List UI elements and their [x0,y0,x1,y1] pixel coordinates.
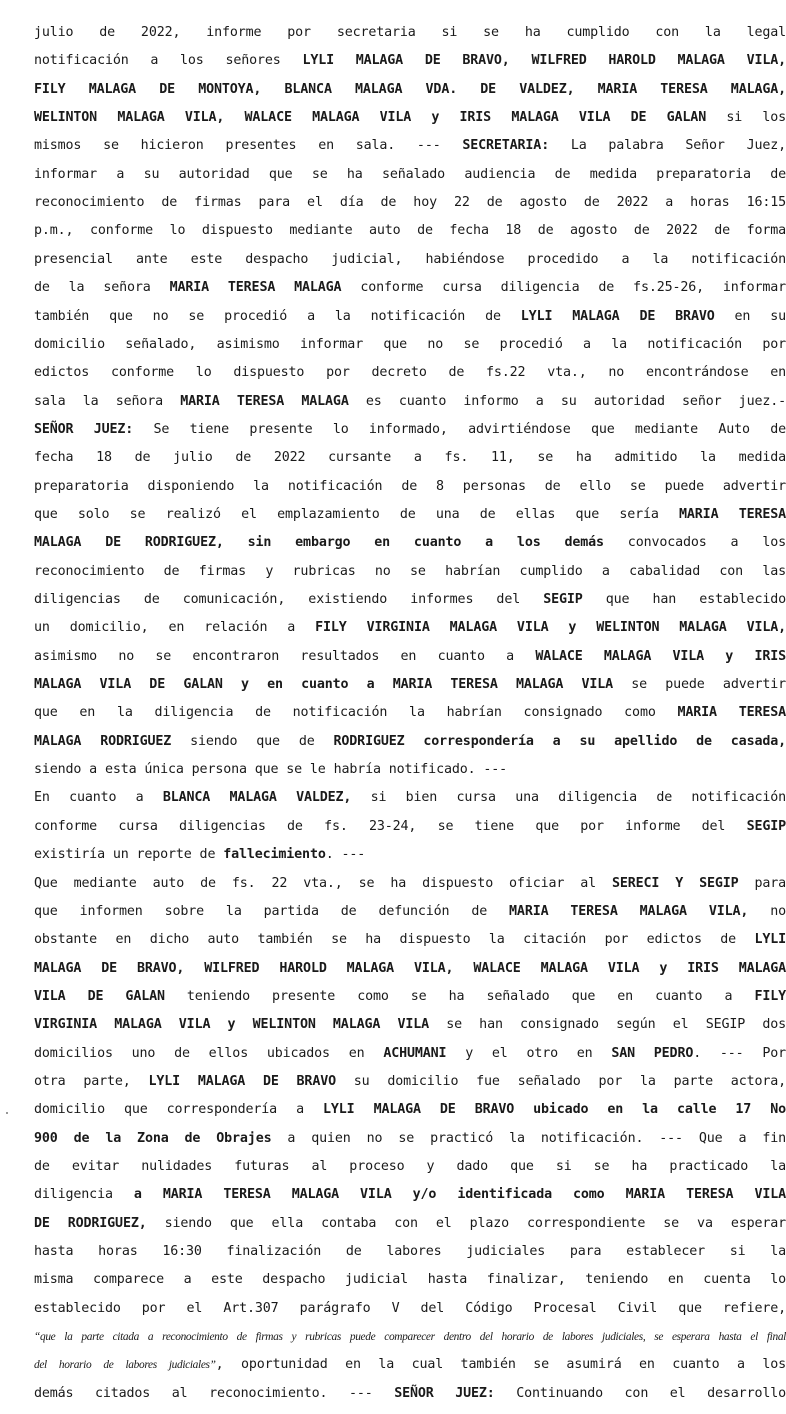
text-line [34,51,786,71]
text-line [34,1015,786,1035]
text-segment: si bien cursa una diligencia de notificación [351,790,786,806]
text-segment: domicilio que correspondería a [34,1102,323,1118]
text-line [34,80,786,100]
bold-text: MARIA TERESA MALAGA VILA, [509,903,749,919]
text-segment: En cuanto a [34,790,163,806]
bold-text: MALAGA DE BRAVO, WILFRED HAROLD MALAGA VILA, WALACE MALAGA VILA y IRIS MALAGA [34,960,786,976]
text-line [34,987,786,1007]
text-line [34,817,786,837]
bold-text: VILA DE GALAN [34,988,165,1004]
text-line [34,1129,786,1149]
text-line [34,788,786,808]
text-line [34,533,786,553]
text-segment: . --- Por [693,1045,786,1061]
text-line [34,420,786,440]
text-segment: misma comparece a este despacho judicial hasta finalizar, teniendo en cuenta lo [34,1272,786,1288]
text-line [34,647,786,667]
text-segment: y el otro en [446,1045,612,1061]
text-line [34,732,786,752]
text-line [34,874,786,894]
bold-text: FILY MALAGA DE MONTOYA, BLANCA MALAGA VDA. DE VALDEZ, MARIA TERESA MALAGA, [34,81,786,97]
text-segment: informar a su autoridad que se ha señalado audiencia de medida preparatoria de [34,166,786,182]
bold-text: BLANCA MALAGA VALDEZ, [162,790,352,806]
bold-text: SAN PEDRO [611,1045,694,1061]
text-line [34,1299,786,1319]
text-line [34,703,786,723]
text-segment: mismos se hicieron presentes en sala. --- [34,138,463,154]
text-segment: conforme cursa diligencia de fs.25-26, informar [341,280,786,296]
text-segment: sala la señora [34,393,181,409]
bold-text: MARIA TERESA [679,506,786,522]
text-line [34,136,786,156]
bold-text: fallecimiento [223,847,326,863]
text-segment: siendo a esta única persona que se le habría notificado. --- [34,762,508,778]
text-segment: Continuando con el desarrollo [494,1385,786,1401]
bold-text: 900 de la Zona de Obrajes [34,1130,272,1146]
bold-text: RODRIGUEZ correspondería a su apellido de casada, [333,733,786,749]
text-segment: no [748,903,786,919]
text-line [34,250,786,270]
bold-text: MALAGA VILA DE GALAN y en cuanto a MARIA TERESA MALAGA VILA [34,677,614,693]
text-line [34,959,786,979]
text-line [34,448,786,468]
text-segment: a quien no se practicó la notificación. --- Que a fin [271,1130,786,1146]
quoted-text: “que la parte citada a reconocimiento de firmas y rubricas puede comparecer dentro del horario de labores judiciales, se esperara hasta el final [34,1331,786,1344]
bold-text: a MARIA TERESA MALAGA VILA y/o identificada como MARIA TERESA VILA [133,1187,786,1203]
text-segment: que solo se realizó el emplazamiento de una de ellas que sería [34,506,680,522]
text-segment: se han consignado según el SEGIP dos [428,1017,786,1033]
text-line [34,675,786,695]
text-segment: se puede advertir [613,677,786,693]
text-line [34,1157,786,1177]
bold-text: SEGIP [746,818,786,834]
text-segment: establecido por el Art.307 parágrafo V del Código Procesal Civil que refiere, [34,1300,786,1316]
text-segment: diligencia [34,1187,134,1203]
bold-text: WALACE MALAGA VILA y IRIS [535,648,786,664]
text-line [34,1327,786,1347]
text-line [34,590,786,610]
bold-text: SERECI Y SEGIP [611,875,739,891]
text-segment: su domicilio fue señalado por la parte actora, [335,1073,786,1089]
text-segment: edictos conforme lo dispuesto por decreto de fs.22 vta., no encontrándose en [34,365,786,381]
text-segment: convocados a los [603,535,786,551]
text-line [34,1044,786,1064]
text-line [34,23,786,43]
text-segment: también que no se procedió a la notificación de [34,308,521,324]
text-line [34,930,786,950]
text-segment: obstante en dicho auto también se ha dispuesto la citación por edictos de [34,932,755,948]
text-segment: conforme cursa diligencias de fs. 23-24, se tiene que por informe del [34,818,747,834]
text-segment: existiría un reporte de [34,847,224,863]
text-segment: es cuanto informo a su autoridad señor juez.- [348,393,786,409]
text-line [34,760,786,780]
text-line [34,335,786,355]
bold-text: LYLI MALAGA DE BRAVO [148,1073,336,1089]
text-segment: p.m., conforme lo dispuesto mediante auto de fecha 18 de agosto de 2022 de forma [34,223,786,239]
text-segment: domicilios uno de ellos ubicados en [34,1045,384,1061]
text-segment: que en la diligencia de notificación la habrían consignado como [34,705,678,721]
text-segment: , oportunidad en la cual también se asumirá en cuanto a los [215,1357,786,1373]
text-segment: que han establecido [582,592,786,607]
bold-text: SEÑOR JUEZ: [394,1385,495,1401]
text-segment: en su [714,308,786,324]
text-segment: de la señora [34,280,170,296]
bold-text: ACHUMANI [383,1045,447,1061]
text-segment: preparatoria disponiendo la notificación de 8 personas de ello se puede advertir [34,478,786,494]
text-segment: si los [706,110,786,126]
bold-text: WELINTON MALAGA VILA, WALACE MALAGA VILA y IRIS MALAGA VILA DE GALAN [34,110,707,126]
text-segment: julio de 2022, informe por secretaria si se ha cumplido con la legal [34,25,786,40]
text-segment: reconocimiento de firmas para el día de hoy 22 de agosto de 2022 a horas 16:15 [34,195,786,211]
text-segment: fecha 18 de julio de 2022 cursante a fs. 11, se ha admitido la medida [34,450,786,466]
text-segment: que informen sobre la partida de defunción de [34,903,510,919]
text-line [34,505,786,525]
text-segment: . --- [325,847,366,863]
text-line [34,1185,786,1205]
text-segment: otra parte, [34,1073,149,1089]
text-line [34,562,786,582]
text-line [34,165,786,185]
text-line [34,902,786,922]
bold-text: LYLI MALAGA DE BRAVO ubicado en la calle 17 No [323,1102,786,1118]
bold-text: FILY VIRGINIA MALAGA VILA y WELINTON MALAGA VILA, [315,620,786,636]
text-segment: para [738,875,786,891]
text-segment: presencial ante este despacho judicial, habiéndose procedido a la notificación [34,251,786,267]
text-segment: reconocimiento de firmas y rubricas no se habrían cumplido a cabalidad con las [34,563,786,579]
bold-text: SEGIP [543,592,583,607]
text-segment: La palabra Señor Juez, [549,138,786,154]
text-segment: Que mediante auto de fs. 22 vta., se ha dispuesto oficiar al [34,875,612,891]
text-segment: domicilio señalado, asimismo informar que no se procedió a la notificación por [34,336,786,352]
text-line [34,1214,786,1234]
margin-mark [6,1112,8,1114]
bold-text: DE RODRIGUEZ, [34,1215,147,1231]
bold-text: MALAGA RODRIGUEZ [34,733,172,749]
bold-text: SEÑOR JUEZ: [34,421,134,437]
text-line [34,1384,786,1404]
bold-text: FILY [754,988,786,1004]
text-line [34,1355,786,1375]
text-segment: hasta horas 16:30 finalización de labores judiciales para establecer si la [34,1244,786,1260]
text-line [34,363,786,383]
text-line [34,1270,786,1290]
text-segment: un domicilio, en relación a [34,620,316,636]
bold-text: MARIA TERESA [677,705,786,721]
text-line [34,221,786,241]
text-line [34,278,786,298]
bold-text: LYLI [754,932,786,948]
text-line [34,1242,786,1262]
text-line [34,1100,786,1120]
text-segment: teniendo presente como se ha señalado que en cuanto a [164,988,755,1004]
text-segment: de evitar nulidades futuras al proceso y dado que si se ha practicado la [34,1159,786,1174]
text-line [34,193,786,213]
bold-text: SECRETARIA: [462,138,550,154]
text-segment: Se tiene presente lo informado, advirtiéndose que mediante Auto de [133,421,786,437]
text-line [34,477,786,497]
bold-text: LYLI MALAGA DE BRAVO [520,308,715,324]
text-segment: diligencias de comunicación, existiendo informes del [34,592,544,607]
text-segment: notificación a los señores [34,53,303,69]
text-segment: demás citados al reconocimiento. --- [34,1385,395,1401]
text-line [34,108,786,128]
text-line [34,392,786,412]
text-segment: asimismo no se encontraron resultados en cuanto a [34,648,536,664]
text-line [34,618,786,638]
text-line [34,845,786,865]
bold-text: MARIA TERESA MALAGA [180,393,349,409]
bold-text: MARIA TERESA MALAGA [169,280,342,296]
text-segment: siendo que de [171,733,334,749]
bold-text: VIRGINIA MALAGA VILA y WELINTON MALAGA VILA [34,1017,429,1033]
bold-text: LYLI MALAGA DE BRAVO, WILFRED HAROLD MALAGA VILA, [302,53,786,69]
bold-text: MALAGA DE RODRIGUEZ, sin embargo en cuanto a los demás [34,535,604,551]
text-line [34,307,786,327]
quoted-text: del horario de labores judiciales” [34,1359,216,1372]
text-segment: siendo que ella contaba con el plazo correspondiente se va esperar [146,1215,786,1231]
text-line [34,1072,786,1092]
